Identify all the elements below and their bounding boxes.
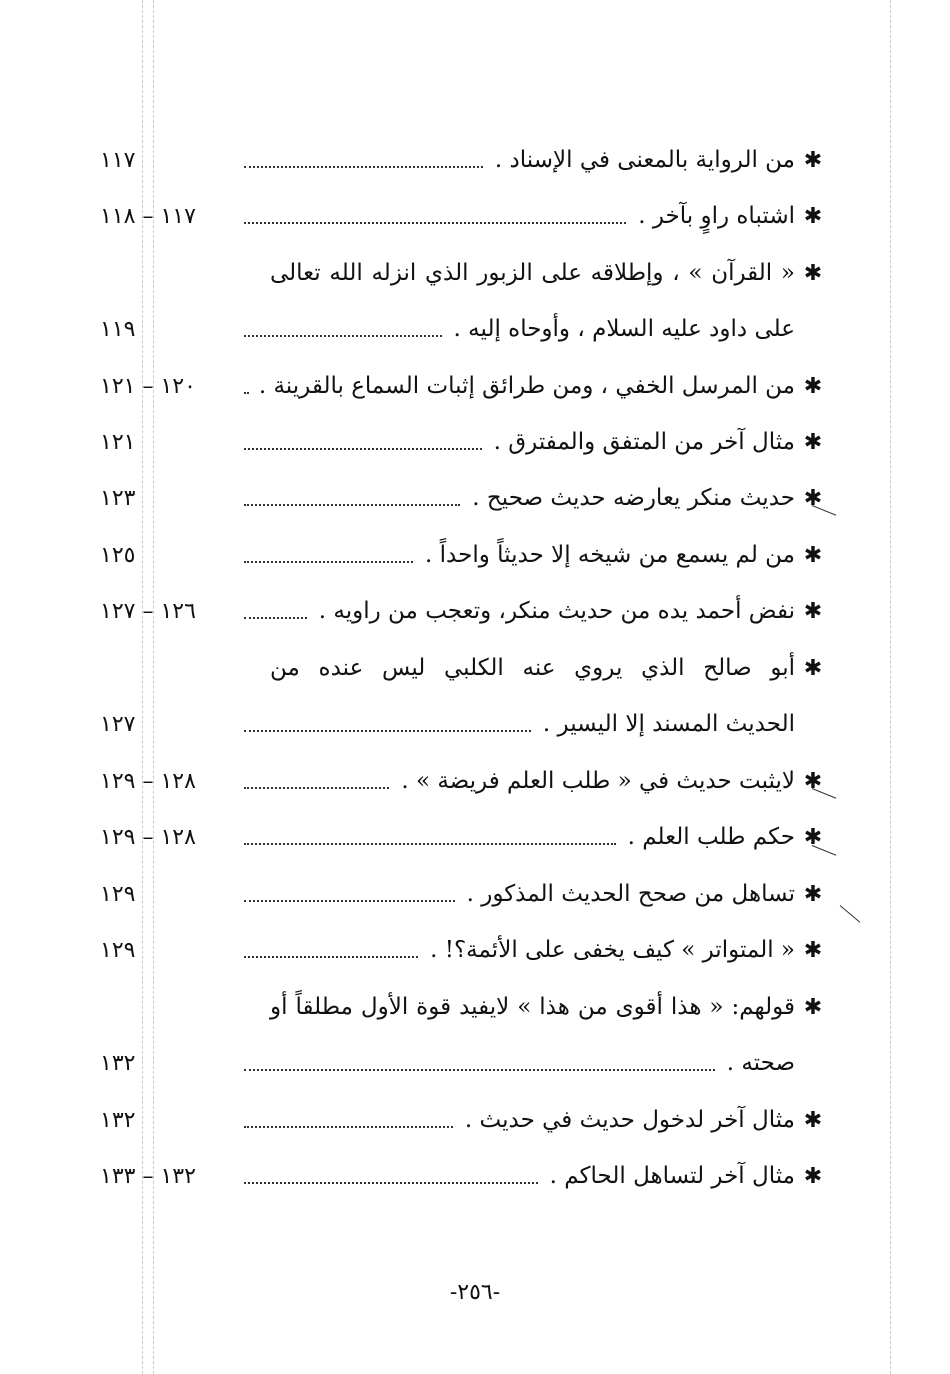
toc-entry: [100, 1151, 825, 1201]
bullet-star-icon: ✱: [803, 994, 823, 1020]
leader-dots: [244, 392, 247, 394]
leader-dots: [244, 843, 616, 845]
toc-entry-continuation: [100, 699, 795, 749]
toc-entry: [100, 756, 825, 806]
entry-title: من لم يسمع من شيخه إلا حديثاً واحداً .: [425, 542, 795, 568]
entry-title: حكم طلب العلم .: [627, 824, 795, 850]
entry-pages: ١٢٦ – ١٢٧: [100, 598, 196, 624]
toc-entry: [270, 982, 825, 1032]
bullet-star-icon: ✱: [803, 203, 823, 229]
bullet-star-icon: ✱: [803, 429, 823, 455]
toc-entry: [100, 1095, 825, 1145]
toc-entry: [100, 925, 825, 975]
entry-pages: ١٢٠ – ١٢١: [100, 373, 196, 399]
entry-title-continuation: صحته .: [726, 1050, 795, 1076]
toc-entry: [100, 361, 825, 411]
leader-dots: [244, 956, 418, 958]
entry-pages: ١٢٨ – ١٢٩: [100, 824, 196, 850]
entry-title: نفض أحمد يده من حديث منكر، وتعجب من راويه .: [318, 598, 795, 624]
bullet-star-icon: ✱: [803, 881, 823, 907]
entry-title: مثال آخر من المتفق والمفترق .: [493, 429, 795, 455]
entry-title: اشتباه راوٍ بآخر .: [638, 203, 795, 229]
bullet-star-icon: ✱: [803, 1163, 823, 1189]
leader-dots: [244, 730, 531, 732]
page-number: -٢٥٦-: [449, 1280, 501, 1305]
entry-pages: ١٢٩: [100, 937, 136, 963]
bullet-star-icon: ✱: [803, 485, 823, 511]
bullet-star-icon: ✱: [803, 937, 823, 963]
bullet-star-icon: ✱: [803, 542, 823, 568]
leader-dots: [244, 1069, 715, 1071]
toc-entry: [100, 812, 825, 862]
bullet-star-icon: ✱: [803, 147, 823, 173]
entry-pages: ١٢٣: [100, 485, 136, 511]
entry-title-continuation: الحديث المسند إلا اليسير .: [542, 711, 795, 737]
entry-title: « القرآن » ، وإطلاقه على الزبور الذي انزله الله تعالى: [270, 260, 795, 286]
toc-entry: [100, 417, 825, 467]
bullet-star-icon: ✱: [803, 260, 823, 286]
toc-entry: [270, 643, 825, 693]
leader-dots: [244, 561, 413, 563]
toc-entry: [100, 191, 825, 241]
leader-dots: [244, 335, 442, 337]
bullet-star-icon: ✱: [803, 768, 823, 794]
leader-dots: [244, 504, 460, 506]
entry-title: حديث منكر يعارضه حديث صحيح .: [472, 485, 795, 511]
entry-pages: ١٣٢: [100, 1107, 136, 1133]
bullet-star-icon: ✱: [803, 373, 823, 399]
toc-entry: [100, 135, 825, 185]
toc-entry: [100, 869, 825, 919]
entry-pages: ١٢٨ – ١٢٩: [100, 768, 196, 794]
toc-entry: [100, 586, 825, 636]
bullet-star-icon: ✱: [803, 824, 823, 850]
entry-title: لايثبت حديث في « طلب العلم فريضة » .: [401, 768, 795, 794]
leader-dots: [244, 166, 483, 168]
leader-dots: [244, 1126, 453, 1128]
entry-pages: ١١٩: [100, 316, 136, 342]
toc-entry: [100, 473, 825, 523]
entry-title: مثال آخر لدخول حديث في حديث .: [464, 1107, 795, 1133]
bullet-star-icon: ✱: [803, 1107, 823, 1133]
leader-dots: [244, 900, 455, 902]
bullet-star-icon: ✱: [803, 598, 823, 624]
entry-title: « المتواتر » كيف يخفى على الأئمة؟! .: [430, 937, 795, 963]
entry-title: من المرسل الخفي ، ومن طرائق إثبات السماع بالقرينة .: [258, 373, 795, 399]
entry-pages: ١١٧: [100, 147, 136, 173]
entry-title-continuation: على داود عليه السلام ، وأوحاه إليه .: [453, 316, 795, 342]
entry-title: قولهم: « هذا أقوى من هذا » لايفيد قوة الأول مطلقاً أو: [270, 994, 795, 1020]
entry-pages: ١١٧ – ١١٨: [100, 203, 196, 229]
leader-dots: [244, 448, 482, 450]
entry-title: من الرواية بالمعنى في الإسناد .: [494, 147, 795, 173]
bullet-star-icon: ✱: [803, 655, 823, 681]
entry-title: تساهل من صحح الحديث المذكور .: [466, 881, 795, 907]
toc-entry: [270, 248, 825, 298]
toc-entry-continuation: [100, 1038, 795, 1088]
entry-pages: ١٢٥: [100, 542, 136, 568]
toc-entry: [100, 530, 825, 580]
leader-dots: [244, 1182, 538, 1184]
leader-dots: [244, 617, 307, 619]
entry-pages: ١٢٩: [100, 881, 136, 907]
leader-dots: [244, 222, 626, 224]
leader-dots: [244, 787, 389, 789]
toc-entry-continuation: [100, 304, 795, 354]
entry-title: أبو صالح الذي يروي عنه الكلبي ليس عنده من: [270, 655, 795, 681]
entry-title: مثال آخر لتساهل الحاكم .: [549, 1163, 795, 1189]
entry-pages: ١٢١: [100, 429, 136, 455]
entry-pages: ١٢٧: [100, 711, 136, 737]
entry-pages: ١٣٢ – ١٣٣: [100, 1163, 196, 1189]
entry-pages: ١٣٢: [100, 1050, 136, 1076]
